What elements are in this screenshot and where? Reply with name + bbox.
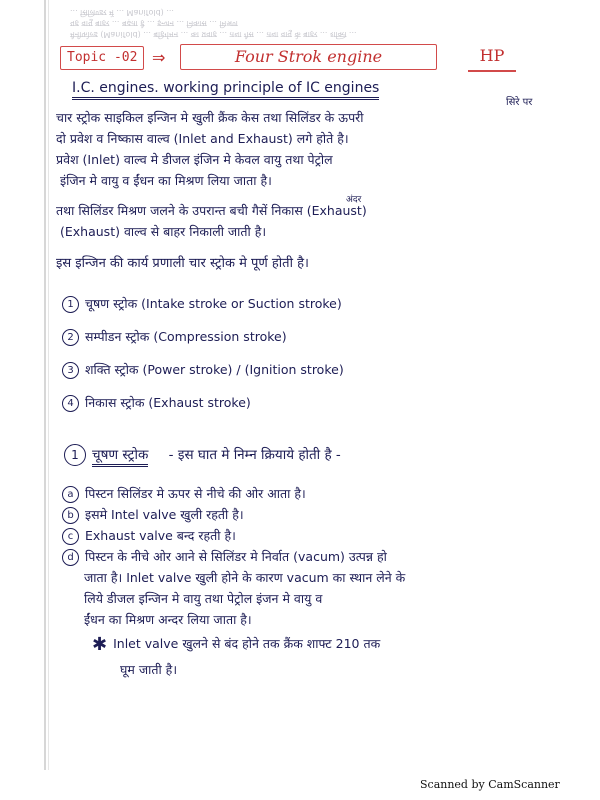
point-item	[62, 528, 236, 545]
header-row	[60, 42, 580, 74]
point-continuation: जाता है। Inlet valve खुली होने के कारण vacum का स्थान लेने के	[84, 570, 406, 585]
note-text: Inlet valve खुलने से बंद होने तक क्रैंक शाफ्ट 210 तक	[113, 636, 381, 651]
arrow-icon: ⇒	[152, 48, 166, 67]
stroke-text: सम्पीडन स्ट्रोक (Compression stroke)	[85, 329, 287, 344]
margin-rule	[44, 0, 46, 770]
heading-text: I.C. engines. working principle of IC engines	[72, 80, 379, 100]
letter-marker: d	[62, 549, 79, 566]
letter-marker: b	[62, 507, 79, 524]
point-continuation: लिये डीजल इन्जिन मे वायु तथा पेट्रोल इंजन मे वायु व	[84, 591, 323, 606]
topic-label: Topic -02	[60, 46, 144, 70]
stroke-text: शक्ति स्ट्रोक (Power stroke) / (Ignition stroke)	[85, 362, 344, 377]
point-item	[62, 549, 387, 566]
point-text: पिस्टन के नीचे ओर आने से सिलिंडर मे निर्वात (vacum) उत्पन्न हो	[85, 549, 387, 564]
number-marker: 1	[62, 296, 79, 313]
intro-line: इंजिन मे वायु व ईंधन का मिश्रण लिया जाता है।	[60, 173, 272, 188]
point-text: इसमे Intel valve खुली रहती है।	[85, 507, 244, 522]
intro-line: दो प्रवेश व निष्कास वाल्व (Inlet and Exhaust) लगे होते है।	[56, 131, 349, 146]
section-title: चूषण स्ट्रोक	[92, 447, 148, 467]
asterisk-icon: ✱	[92, 633, 108, 655]
stroke-list-item	[62, 362, 344, 379]
letter-marker: a	[62, 486, 79, 503]
margin-note: सिरे पर	[506, 97, 533, 108]
point-text: Exhaust valve बन्द रहती है।	[85, 528, 236, 543]
intro-line: चार स्ट्रोक साइकिल इन्जिन मे खुली क्रैंक केस तथा सिलिंडर के ऊपरी	[56, 110, 364, 125]
section-title-row	[64, 444, 341, 466]
stroke-text: निकास स्ट्रोक (Exhaust stroke)	[85, 395, 251, 410]
stroke-text: चूषण स्ट्रोक (Intake stroke or Suction stroke)	[85, 296, 342, 311]
stroke-list-item	[62, 296, 342, 313]
summary-line: इस इन्जिन की कार्य प्रणाली चार स्ट्रोक मे पूर्ण होती है।	[56, 256, 309, 271]
page-title: Four Strok engine	[180, 44, 437, 70]
section-heading	[72, 80, 379, 96]
stroke-list-item	[62, 329, 287, 346]
number-marker: 2	[62, 329, 79, 346]
insert-note: अंदर	[346, 195, 362, 205]
intro-line: (Exhaust) वाल्व से बाहर निकाली जाती है।	[60, 224, 267, 239]
scanner-watermark: Scanned by CamScanner	[420, 778, 560, 791]
section-intro: - इस घात मे निम्न क्रियाये होती है -	[168, 447, 341, 463]
author-initials: HP	[468, 42, 516, 72]
point-item	[62, 486, 306, 503]
note-line	[92, 633, 381, 655]
letter-marker: c	[62, 528, 79, 545]
section-number-marker: 1	[64, 444, 86, 466]
point-continuation: ईंधन का मिश्रण अन्दर लिया जाता है।	[84, 612, 252, 627]
point-item	[62, 507, 244, 524]
bleed-line: यह वायु बाहर ... बढ़ता है ... इन्जन ... निकास ... मिश्रण	[70, 19, 238, 28]
bleed-through-text	[70, 6, 590, 40]
margin-rule	[48, 0, 49, 770]
number-marker: 4	[62, 395, 79, 412]
note-line: घूम जाती है।	[120, 662, 178, 677]
intro-line: प्रवेश (Inlet) वाल्व मे डीजल इंजिन मे केवल वायु तथा पेट्रोल	[56, 152, 333, 167]
bleed-line: ... सिलिण्डर में ... Manifold) ...	[70, 8, 174, 17]
number-marker: 3	[62, 362, 79, 379]
intro-line: तथा सिलिंडर मिश्रण जलने के उपरान्त बची गैसें निकास (Exhaust)	[56, 203, 367, 218]
point-text: पिस्टन सिलिंडर मे ऊपर से नीचे की ओर आता है।	[85, 486, 306, 501]
stroke-list-item	[62, 395, 251, 412]
bleed-line: मैनीफोल्ड (Manifold) ... बहिर्गमन ... का प्रवाह ... तथा गैस ... तथा वायु के बाहर ... शक्ति ...	[70, 30, 357, 39]
